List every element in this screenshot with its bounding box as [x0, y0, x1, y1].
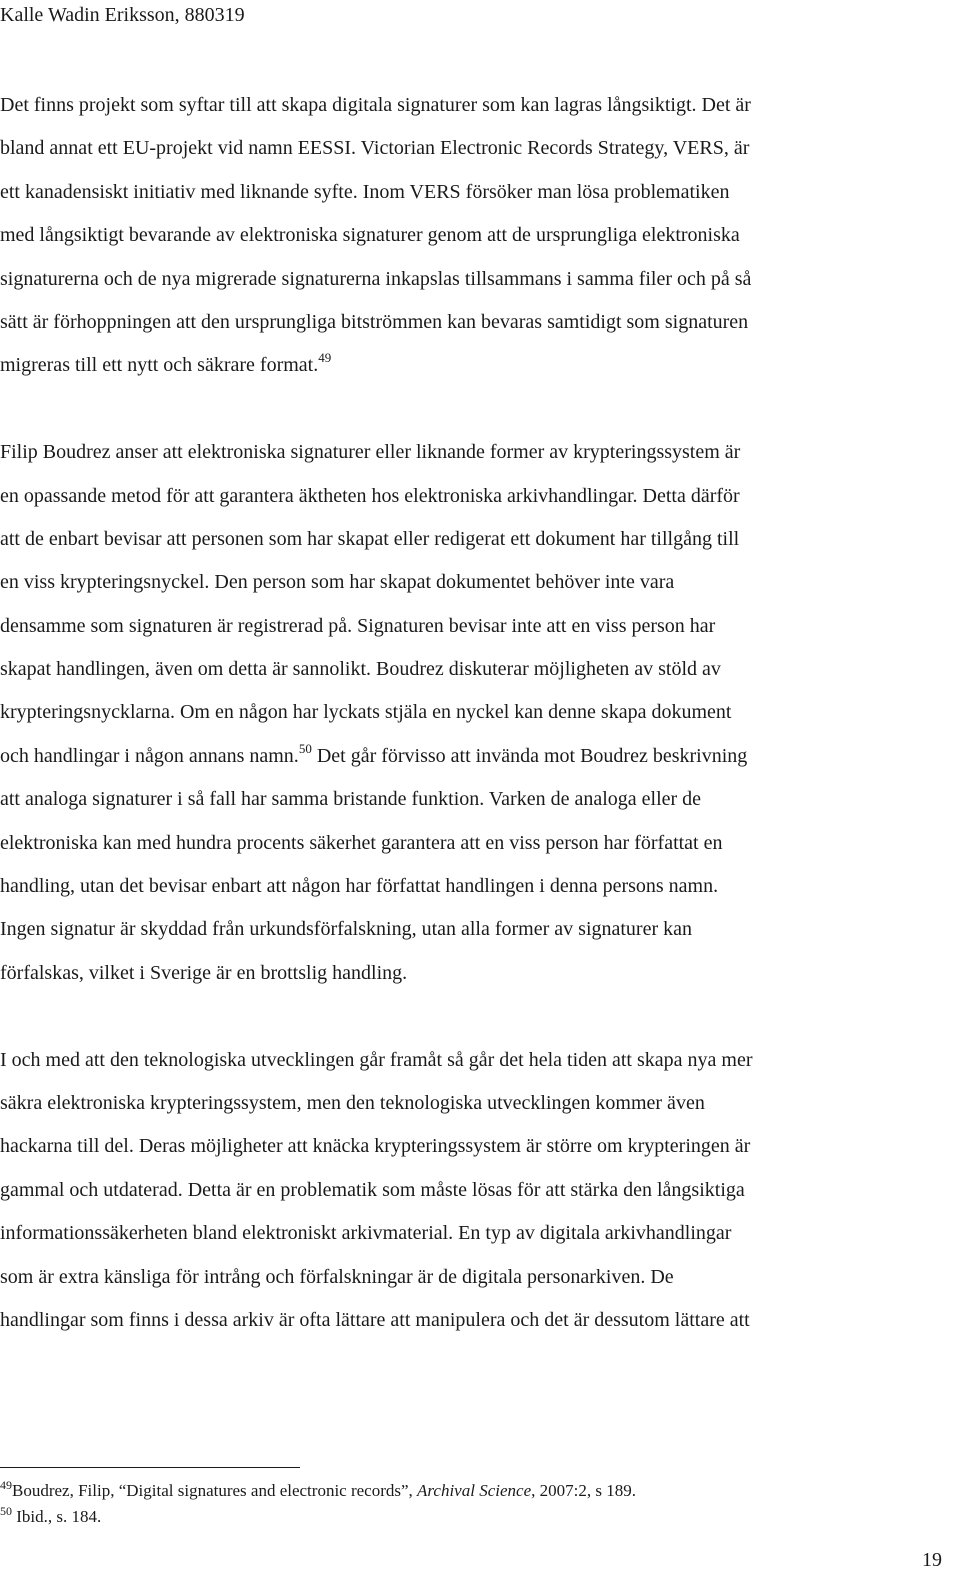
text-line: krypteringsnycklarna. Om en någon har lyckats stjäla en nyckel kan denne skapa dokument: [0, 701, 732, 724]
text-line: handlingar som finns i dessa arkiv är ofta lättare att manipulera och det är dessutom lättare att: [0, 1308, 750, 1331]
footnote-text: Boudrez, Filip, “Digital signatures and electronic records”,: [12, 1481, 418, 1500]
body-text: [0, 84, 950, 1386]
footnote-ref-50[interactable]: 50: [298, 740, 312, 756]
footnote-separator: [0, 1467, 300, 1468]
text-line: [0, 344, 950, 387]
text-line: att de enbart bevisar att personen som har skapat eller redigerat ett dokument har tillgång till: [0, 527, 740, 550]
text-line: med långsiktigt bevarande av elektroniska signaturer genom att de ursprungliga elektroniska: [0, 224, 740, 247]
text-line: informationssäkerheten bland elektroniskt arkivmaterial. En typ av digitala arkivhandlingar: [0, 1222, 732, 1245]
text-line: skapat handlingen, även om detta är sannolikt. Boudrez diskuterar möjligheten av stöld av: [0, 658, 721, 681]
footnote-49: [0, 1478, 636, 1504]
text-line: signaturerna och de nya migrerade signaturerna inkapslas tillsammans i samma filer och på så: [0, 267, 752, 290]
footnote-number: 49: [0, 1478, 12, 1492]
text-line: hackarna till del. Deras möjligheter att knäcka krypteringssystem är större om krypteringen är: [0, 1135, 751, 1158]
text-line: förfalskas, vilket i Sverige är en brottslig handling.: [0, 961, 408, 984]
page-number: 19: [922, 1549, 942, 1571]
text-line: gammal och utdaterad. Detta är en problematik som måste lösas för att stärka den långsiktiga: [0, 1178, 745, 1201]
footnote-ref-49[interactable]: 49: [318, 350, 332, 366]
footnote-text: , 2007:2, s 189.: [531, 1481, 636, 1500]
footnotes: [0, 1478, 636, 1530]
text-line: handling, utan det bevisar enbart att någon har författat handlingen i denna persons namn.: [0, 875, 719, 898]
paragraph-2: [0, 431, 950, 995]
paragraph-3: [0, 1039, 950, 1343]
text-line: elektroniska kan med hundra procents säkerhet garantera att en viss person har författat en: [0, 831, 723, 854]
text-line: I och med att den teknologiska utvecklingen går framåt så går det hela tiden att skapa nya mer: [0, 1048, 753, 1071]
paragraph-1: [0, 84, 950, 388]
text-segment: och handlingar i någon annans namn.: [0, 744, 299, 767]
text-line: Filip Boudrez anser att elektroniska signaturer eller liknande former av krypteringssystem är: [0, 441, 741, 464]
text-line: [0, 735, 950, 778]
footnote-50: [0, 1504, 636, 1530]
text-line: som är extra känsliga för intrång och förfalskningar är de digitala personarkiven. De: [0, 1265, 674, 1288]
text-line: en viss krypteringsnyckel. Den person som har skapat dokumentet behöver inte vara: [0, 571, 675, 594]
text-line: säkra elektroniska krypteringssystem, men den teknologiska utvecklingen kommer även: [0, 1091, 705, 1114]
footnote-journal: Archival Science: [417, 1481, 532, 1500]
running-header: [0, 2, 245, 28]
text-line: Ingen signatur är skyddad från urkundsförfalskning, utan alla former av signaturer kan: [0, 918, 693, 941]
footnote-number: 50: [0, 1504, 12, 1518]
text-line: bland annat ett EU-projekt vid namn EESSI. Victorian Electronic Records Strategy, VERS, är: [0, 137, 750, 160]
text-segment: Det går förvisso att invända mot Boudrez beskrivning: [311, 744, 748, 767]
text-line: sätt är förhoppningen att den ursprungliga bitströmmen kan bevaras samtidigt som signaturen: [0, 310, 749, 333]
text-line: densamme som signaturen är registrerad på. Signaturen bevisar inte att en viss person har: [0, 614, 716, 637]
footnote-text: Ibid., s. 184.: [16, 1507, 102, 1526]
text-line: ett kanadensiskt initiativ med liknande syfte. Inom VERS försöker man lösa problematiken: [0, 180, 730, 203]
text-line: Det finns projekt som syftar till att skapa digitala signaturer som kan lagras långsiktigt. Det är: [0, 94, 751, 116]
author-line: Kalle Wadin Eriksson, 880319: [0, 4, 245, 26]
text-line: att analoga signaturer i så fall har samma bristande funktion. Varken de analoga eller de: [0, 788, 702, 811]
text-line: en opassande metod för att garantera äktheten hos elektroniska arkivhandlingar. Detta därför: [0, 484, 740, 507]
text-segment: migreras till ett nytt och säkrare format.: [0, 354, 319, 377]
